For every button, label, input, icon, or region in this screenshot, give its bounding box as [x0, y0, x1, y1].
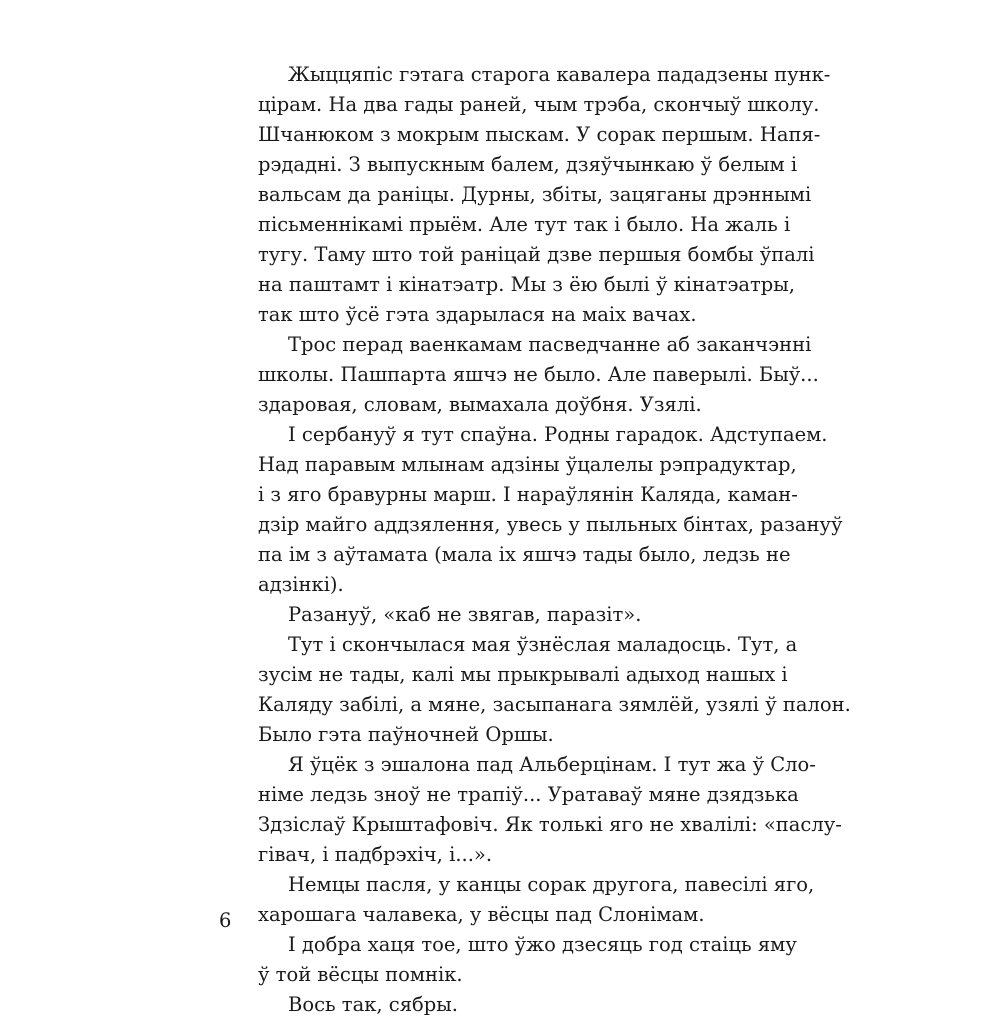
- text-line: пісьменнікамі прыём. Але тут так і было. На жаль і: [258, 213, 791, 236]
- text-line: зусім не тады, калі мы прыкрывалі адыход нашых і: [258, 663, 788, 686]
- text-line: Я ўцёк з эшалона пад Альберцінам. І тут жа ў Сло-: [288, 753, 816, 776]
- text-line: і з яго бравурны марш. І нараўлянін Каляда, каман-: [258, 483, 798, 506]
- text-line: так што ўсё гэта здарылася на маіх вачах.: [258, 303, 697, 326]
- text-line: здаровая, словам, вымахала доўбня. Узялі.: [258, 393, 702, 416]
- text-line: Было гэта паўночней Оршы.: [258, 723, 554, 746]
- paragraph: [258, 990, 782, 1020]
- text-line: вальсам да раніцы. Дурны, збіты, зацяганы дрэннымі: [258, 183, 812, 206]
- text-line: Шчанюком з мокрым пыскам. У сорак першым. Напя-: [258, 123, 821, 146]
- text-line: Жыццяпіс гэтага старога кавалера пададзены пунк-: [288, 63, 831, 86]
- text-line: Над паравым млынам адзіны ўцалелы рэпрадуктар,: [258, 453, 797, 476]
- paragraph: [258, 60, 831, 330]
- text-line: рэдадні. З выпускным балем, дзяўчынкаю ў белым і: [258, 153, 798, 176]
- text-line: німе ледзь зноў не трапіў... Уратаваў мяне дзядзька: [258, 783, 799, 806]
- text-line: Каляду забілі, а мяне, засыпанага зямлёй, узялі ў палон.: [258, 693, 851, 716]
- text-line: дзір майго аддзялення, увесь у пыльных бінтах, разануў: [258, 513, 843, 536]
- text-line: цірам. На два гады раней, чым трэба, скончыў школу.: [258, 93, 820, 116]
- text-line: школы. Пашпарта яшчэ не было. Але паверылі. Быў...: [258, 363, 819, 386]
- text-line: гівач, і падбрэхіч, і...».: [258, 843, 493, 866]
- text-line: Здзіслаў Крыштафовіч. Як толькі яго не хвалілі: «паслу-: [258, 813, 842, 836]
- paragraph: [258, 750, 842, 870]
- paragraph: [258, 630, 851, 750]
- text-line: ў той вёсцы помнік.: [258, 963, 463, 986]
- paragraph: [258, 420, 843, 600]
- paragraph: [258, 600, 782, 630]
- text-line: Вось так, сябры.: [288, 993, 458, 1016]
- text-line: харошага чалавека, у вёсцы пад Слонімам.: [258, 903, 705, 926]
- text-line: Трос перад ваенкамам пасведчанне аб заканчэнні: [288, 333, 812, 356]
- text-line: адзінкі).: [258, 573, 344, 596]
- paragraph: [258, 330, 819, 420]
- paragraph: [258, 870, 815, 930]
- text-line: па ім з аўтамата (мала іх яшчэ тады было, ледзь не: [258, 543, 791, 566]
- text-line: тугу. Таму што той раніцай дзве першыя бомбы ўпалі: [258, 243, 815, 266]
- text-line: І добра хаця тое, што ўжо дзесяць год стаіць яму: [288, 933, 797, 956]
- text-line: на паштамт і кінатэатр. Мы з ёю былі ў кінатэатры,: [258, 273, 795, 296]
- text-line: Разануў, «каб не звягав, паразіт».: [288, 603, 642, 626]
- paragraph: [258, 930, 797, 990]
- body-text: [258, 60, 851, 1020]
- text-line: Тут і скончылася мая ўзнёслая маладосць. Тут, а: [288, 633, 798, 656]
- text-line: І сербануў я тут спаўна. Родны гарадок. Адступаем.: [288, 423, 828, 446]
- page-number: 6: [219, 909, 232, 932]
- text-line: Немцы пасля, у канцы сорак другога, павесілі яго,: [288, 873, 815, 896]
